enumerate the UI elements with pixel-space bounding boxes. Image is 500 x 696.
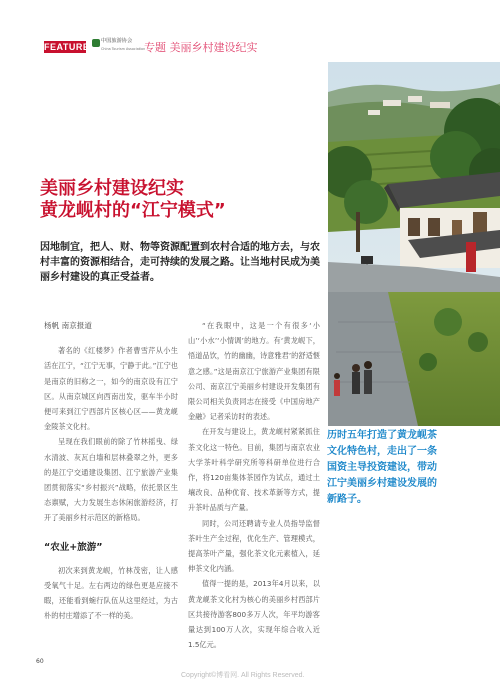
village-photo	[328, 62, 500, 426]
byline: 杨帆 南京报道	[44, 321, 92, 330]
pull-quote: 历时五年打造了黄龙岘茶文化特色村，走出了一条国资主导投资建设，带动江宁美丽乡村建设发展的新路子。	[327, 430, 437, 505]
page-number: 60	[36, 658, 44, 665]
feature-tag: FEATURE	[44, 42, 90, 52]
section-label-text: 专题	[144, 41, 166, 54]
paragraph: 初次来到黄龙岘，竹林茂密，让人感受氧气十足。左右两边的绿色更是应接不暇，还能看到蜿行队伍从这里经过，为古朴的村庄增添了不一样的美。	[44, 565, 178, 621]
paragraph: 值得一提的是，2013年4月以来，以黄龙岘茶文化村为核心的美丽乡村西部片区共接待游客800多万人次，年平均游客量达到100万人次，实现年综合收入近1.5亿元。	[188, 579, 320, 650]
section-heading: “农业+旅游”	[44, 541, 103, 553]
paragraph: 同时，公司还聘请专业人员指导监督茶叶生产全过程，优化生产、管理模式，提高茶叶产量，强化茶文化元素植入，延伸茶文化内涵。	[188, 518, 320, 574]
logo-subtitle: China Tourism Association	[101, 47, 146, 51]
article-title-line1: 美丽乡村建设纪实	[40, 178, 184, 199]
section-label	[144, 39, 258, 55]
article-title-line2: 黄龙岘村的“江宁模式”	[40, 200, 226, 221]
section-subtitle: 美丽乡村建设纪实	[169, 41, 258, 54]
article-column-1	[44, 318, 178, 624]
paragraph: 呈现在我们眼前的除了竹林摇曳、绿水清波、灰瓦白墙和层林叠翠之外，更多的是江宁交通建设集团、江宁旅游产业集团贯彻落实“乡村振兴”战略，依托景区生态禀赋，大力发展生态休闲旅游经济，打开了美丽乡村示范区的新格局。	[44, 437, 178, 523]
copyright-notice: Copyright©博看网. All Rights Reserved.	[181, 672, 305, 679]
paragraph: 在开发与建设上，黄龙岘村紧紧抓住茶文化这一特色。目前，集团与南京农业大学茶叶科学研究所等科研单位进行合作，将120亩集体茶园作为试点，通过土壤改良、品种优育、技术革新等方式，提升茶叶品质与产量。	[188, 427, 320, 513]
logo-name: 中国旅游协会	[101, 38, 133, 44]
paragraph: 著名的《红楼梦》作者曹雪芹从小生活在江宁，“江宁无事，宁静于此。”江宁也是南京的旧称之一，如今的南京设有江宁区。从南京城区向西南出发，驱车半小时便可来到江宁西部片区核心区——黄龙岘金陵茶文化村。	[44, 346, 178, 432]
article-subtitle: 因地制宜，把人、财、物等资源配置到农村合适的地方去，与农村丰富的资源相结合，走可持续的发展之路。让当地村民成为美丽乡村建设的真正受益者。	[40, 242, 320, 283]
paragraph: “在我眼中，这是一个有很多‘小山’‘小水’‘小情调’的地方。有‘黄龙岘下，悟道品饮，竹的幽幽，诗意雅君’的舒适惬意之感。”这是南京江宁旅游产业集团有限公司、南京江宁美丽乡村建设开发集团有限公司相关负责同志在接受《中国房地产金融》记者采访时的表述。	[188, 321, 320, 422]
logo-icon	[92, 39, 100, 47]
article-column-2	[188, 318, 320, 652]
